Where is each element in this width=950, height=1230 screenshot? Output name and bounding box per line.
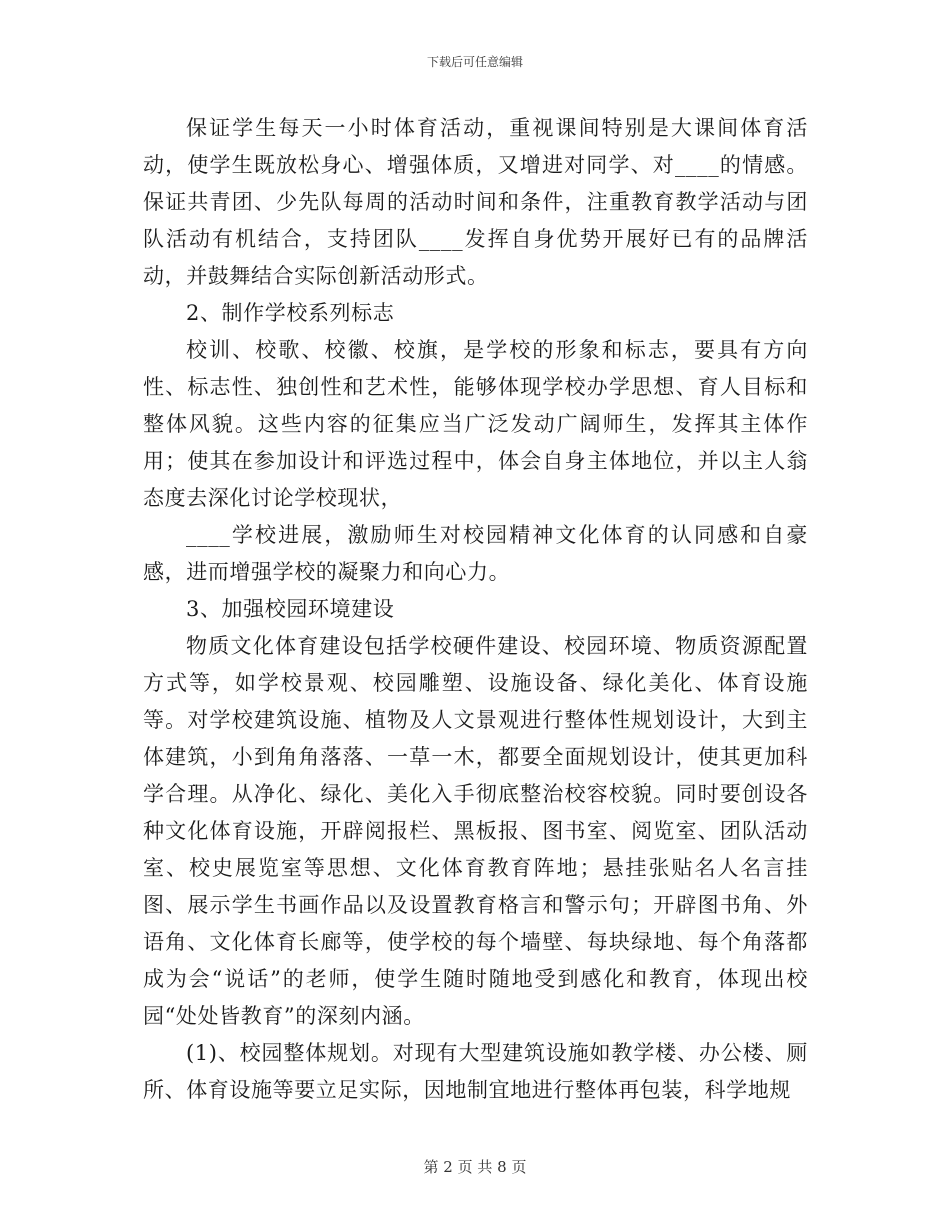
document-body	[143, 110, 808, 1109]
body-paragraph: 校训、校歌、校徽、校旗，是学校的形象和标志，要具有方向性、标志性、独创性和艺术性，能够体现学校办学思想、育人目标和整体风貌。这些内容的征集应当广泛发动广阔师生，发挥其主体作用；使其在参加设计和评选过程中，体会自身主体地位，并以主人翁态度去深化讨论学校现状，	[143, 338, 808, 510]
body-paragraph: (1)、校园整体规划。对现有大型建筑设施如教学楼、办公楼、厕所、体育设施等要立足实际，因地制宜地进行整体再包装，科学地规	[143, 1041, 808, 1102]
page-number-footer: 第 2 页 共 8 页	[423, 1158, 527, 1176]
page-header: 下载后可任意编辑	[426, 55, 523, 69]
body-paragraph: ____学校进展，激励师生对校园精神文化体育的认同感和自豪感，进而增强学校的凝聚力和向心力。	[143, 523, 808, 584]
section-heading: 2、制作学校系列标志	[186, 301, 395, 325]
section-heading: 3、加强校园环境建设	[186, 597, 395, 621]
body-paragraph: 保证学生每天一小时体育活动，重视课间特别是大课间体育活动，使学生既放松身心、增强体质，又增进对同学、对____的情感。保证共青团、少先队每周的活动时间和条件，注重教育教学活动与团队活动有机结合，支持团队____发挥自身优势开展好已有的品牌活动，并鼓舞结合实际创新活动形式。	[143, 116, 808, 288]
body-paragraph: 物质文化体育建设包括学校硬件建设、校园环境、物质资源配置方式等，如学校景观、校园雕塑、设施设备、绿化美化、体育设施等。对学校建筑设施、植物及人文景观进行整体性规划设计，大到主体建筑，小到角角落落、一草一木，都要全面规划设计，使其更加科学合理。从净化、绿化、美化入手彻底整治校容校貌。同时要创设各种文化体育设施，开辟阅报栏、黑板报、图书室、阅览室、团队活动室、校史展览室等思想、文化体育教育阵地；悬挂张贴名人名言挂图、展示学生书画作品以及设置教育格言和警示句；开辟图书角、外语角、文化体育长廊等，使学校的每个墙壁、每块绿地、每个角落都成为会“说话”的老师，使学生随时随地受到感化和教育，体现出校园“处处皆教育”的深刻内涵。	[143, 634, 808, 1028]
